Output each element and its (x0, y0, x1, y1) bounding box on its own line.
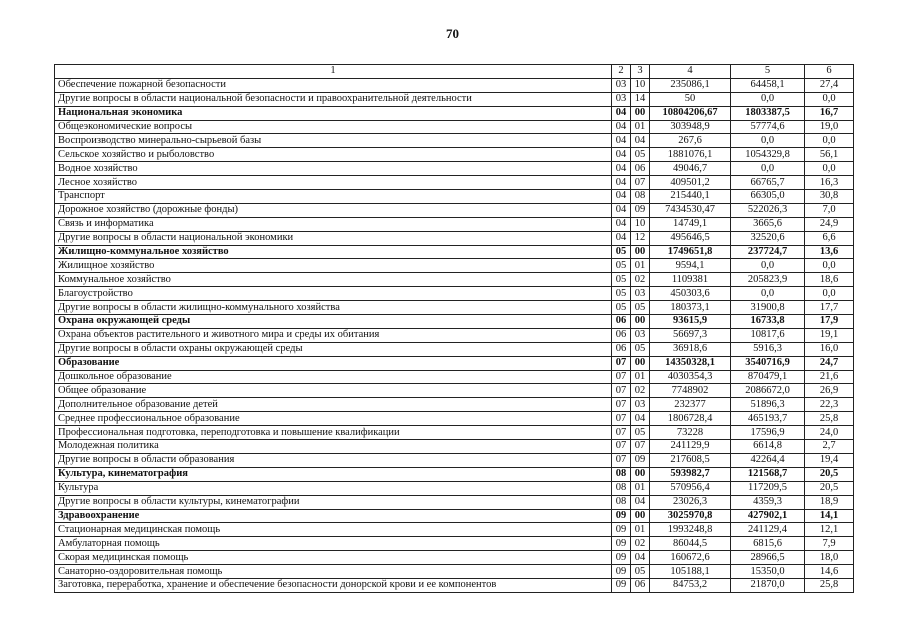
cell-v5: 66305,0 (731, 190, 805, 204)
cell-v6: 12,1 (805, 523, 854, 537)
table-row (55, 176, 854, 190)
cell-rz: 04 (612, 203, 631, 217)
cell-v4: 3025970,8 (650, 509, 731, 523)
cell-rz: 03 (612, 92, 631, 106)
cell-pr: 04 (631, 495, 650, 509)
cell-v6: 25,8 (805, 412, 854, 426)
cell-name: Охрана окружающей среды (55, 315, 612, 329)
cell-v4: 1881076,1 (650, 148, 731, 162)
cell-pr: 02 (631, 537, 650, 551)
cell-v5: 3540716,9 (731, 356, 805, 370)
cell-v5: 5916,3 (731, 342, 805, 356)
cell-pr: 08 (631, 190, 650, 204)
table-row (55, 509, 854, 523)
cell-name: Водное хозяйство (55, 162, 612, 176)
cell-v6: 24,0 (805, 426, 854, 440)
header-cell: 5 (731, 65, 805, 79)
table-row (55, 412, 854, 426)
cell-pr: 01 (631, 523, 650, 537)
cell-name: Жилищное хозяйство (55, 259, 612, 273)
cell-v5: 10817,6 (731, 328, 805, 342)
table-row (55, 162, 854, 176)
cell-v6: 18,6 (805, 273, 854, 287)
cell-pr: 00 (631, 245, 650, 259)
cell-name: Другие вопросы в области национальной экономики (55, 231, 612, 245)
cell-name: Культура (55, 481, 612, 495)
table-row (55, 551, 854, 565)
cell-name: Национальная экономика (55, 106, 612, 120)
cell-v6: 2,7 (805, 440, 854, 454)
cell-rz: 05 (612, 245, 631, 259)
header-cell: 6 (805, 65, 854, 79)
cell-name: Сельское хозяйство и рыболовство (55, 148, 612, 162)
cell-v5: 21870,0 (731, 578, 805, 592)
cell-name: Благоустройство (55, 287, 612, 301)
cell-v4: 7748902 (650, 384, 731, 398)
cell-v4: 160672,6 (650, 551, 731, 565)
cell-v4: 1749651,8 (650, 245, 731, 259)
cell-v6: 0,0 (805, 259, 854, 273)
cell-v5: 57774,6 (731, 120, 805, 134)
cell-pr: 07 (631, 176, 650, 190)
page-number: 70 (446, 26, 459, 41)
cell-v5: 6614,8 (731, 440, 805, 454)
cell-v6: 6,6 (805, 231, 854, 245)
cell-v5: 0,0 (731, 287, 805, 301)
cell-v6: 16,3 (805, 176, 854, 190)
cell-rz: 09 (612, 537, 631, 551)
cell-name: Заготовка, переработка, хранение и обеспечение безопасности донорской крови и ее компонентов (55, 578, 612, 592)
cell-name: Воспроизводство минерально-сырьевой базы (55, 134, 612, 148)
cell-v4: 56697,3 (650, 328, 731, 342)
header-cell: 4 (650, 65, 731, 79)
table-row (55, 495, 854, 509)
cell-name: Санаторно-оздоровительная помощь (55, 565, 612, 579)
cell-v5: 0,0 (731, 259, 805, 273)
table-row (55, 398, 854, 412)
cell-v6: 0,0 (805, 162, 854, 176)
cell-name: Обеспечение пожарной безопасности (55, 78, 612, 92)
cell-name: Охрана объектов растительного и животного мира и среды их обитания (55, 328, 612, 342)
table-row (55, 453, 854, 467)
cell-pr: 03 (631, 328, 650, 342)
header-cell: 3 (631, 65, 650, 79)
cell-v5: 2086672,0 (731, 384, 805, 398)
cell-rz: 05 (612, 259, 631, 273)
cell-name: Молодежная политика (55, 440, 612, 454)
cell-v4: 1993248,8 (650, 523, 731, 537)
cell-v4: 7434530,47 (650, 203, 731, 217)
cell-rz: 07 (612, 370, 631, 384)
cell-v5: 42264,4 (731, 453, 805, 467)
cell-v4: 450303,6 (650, 287, 731, 301)
cell-v5: 15350,0 (731, 565, 805, 579)
cell-name: Другие вопросы в области национальной безопасности и правоохранительной деятельности (55, 92, 612, 106)
cell-rz: 04 (612, 120, 631, 134)
cell-v6: 22,3 (805, 398, 854, 412)
cell-name: Дошкольное образование (55, 370, 612, 384)
cell-v6: 14,1 (805, 509, 854, 523)
cell-v6: 27,4 (805, 78, 854, 92)
table-row (55, 259, 854, 273)
table-row (55, 120, 854, 134)
cell-rz: 06 (612, 328, 631, 342)
cell-pr: 01 (631, 120, 650, 134)
header-cell: 1 (55, 65, 612, 79)
header-cell: 2 (612, 65, 631, 79)
cell-pr: 04 (631, 551, 650, 565)
cell-v4: 1109381 (650, 273, 731, 287)
cell-name: Другие вопросы в области образования (55, 453, 612, 467)
cell-name: Культура, кинематография (55, 467, 612, 481)
cell-pr: 02 (631, 384, 650, 398)
cell-v4: 50 (650, 92, 731, 106)
cell-v5: 3665,6 (731, 217, 805, 231)
cell-v6: 7,9 (805, 537, 854, 551)
table-row (55, 287, 854, 301)
table-row (55, 92, 854, 106)
cell-name: Другие вопросы в области охраны окружающей среды (55, 342, 612, 356)
cell-v6: 19,4 (805, 453, 854, 467)
cell-v5: 205823,9 (731, 273, 805, 287)
cell-v6: 18,9 (805, 495, 854, 509)
cell-rz: 08 (612, 495, 631, 509)
cell-pr: 12 (631, 231, 650, 245)
cell-v4: 235086,1 (650, 78, 731, 92)
table-row (55, 315, 854, 329)
table-row (55, 578, 854, 592)
cell-pr: 05 (631, 426, 650, 440)
cell-v4: 84753,2 (650, 578, 731, 592)
cell-v4: 1806728,4 (650, 412, 731, 426)
cell-v5: 51896,3 (731, 398, 805, 412)
cell-rz: 09 (612, 551, 631, 565)
cell-v4: 36918,6 (650, 342, 731, 356)
cell-pr: 00 (631, 467, 650, 481)
cell-v6: 20,5 (805, 481, 854, 495)
cell-v4: 105188,1 (650, 565, 731, 579)
cell-v4: 4030354,3 (650, 370, 731, 384)
table-row (55, 440, 854, 454)
cell-pr: 05 (631, 342, 650, 356)
cell-v5: 28966,5 (731, 551, 805, 565)
table-row (55, 231, 854, 245)
cell-pr: 00 (631, 356, 650, 370)
cell-name: Жилищно-коммунальное хозяйство (55, 245, 612, 259)
cell-v4: 217608,5 (650, 453, 731, 467)
cell-v5: 66765,7 (731, 176, 805, 190)
cell-v4: 49046,7 (650, 162, 731, 176)
cell-rz: 09 (612, 509, 631, 523)
cell-v5: 465193,7 (731, 412, 805, 426)
table-row (55, 190, 854, 204)
table-row (55, 426, 854, 440)
cell-rz: 09 (612, 565, 631, 579)
header-row (55, 65, 854, 79)
cell-v4: 241129,9 (650, 440, 731, 454)
cell-rz: 08 (612, 481, 631, 495)
cell-v6: 26,9 (805, 384, 854, 398)
cell-pr: 14 (631, 92, 650, 106)
cell-v6: 17,9 (805, 315, 854, 329)
cell-name: Дополнительное образование детей (55, 398, 612, 412)
cell-v5: 32520,6 (731, 231, 805, 245)
cell-rz: 07 (612, 426, 631, 440)
cell-name: Стационарная медицинская помощь (55, 523, 612, 537)
cell-v5: 0,0 (731, 162, 805, 176)
cell-rz: 05 (612, 273, 631, 287)
table-row (55, 328, 854, 342)
cell-v5: 237724,7 (731, 245, 805, 259)
cell-name: Скорая медицинская помощь (55, 551, 612, 565)
cell-v6: 13,6 (805, 245, 854, 259)
table-row (55, 481, 854, 495)
cell-pr: 00 (631, 106, 650, 120)
table-row (55, 273, 854, 287)
cell-pr: 09 (631, 203, 650, 217)
cell-pr: 06 (631, 578, 650, 592)
cell-v6: 24,7 (805, 356, 854, 370)
cell-name: Среднее профессиональное образование (55, 412, 612, 426)
cell-pr: 10 (631, 217, 650, 231)
cell-v4: 10804206,67 (650, 106, 731, 120)
cell-v4: 14350328,1 (650, 356, 731, 370)
table-row (55, 217, 854, 231)
table-row (55, 148, 854, 162)
cell-rz: 09 (612, 523, 631, 537)
cell-rz: 04 (612, 176, 631, 190)
cell-v6: 19,0 (805, 120, 854, 134)
table-row (55, 370, 854, 384)
cell-pr: 05 (631, 565, 650, 579)
cell-v6: 18,0 (805, 551, 854, 565)
cell-v5: 17596,9 (731, 426, 805, 440)
cell-v5: 31900,8 (731, 301, 805, 315)
cell-pr: 04 (631, 412, 650, 426)
cell-v6: 20,5 (805, 467, 854, 481)
table-row (55, 537, 854, 551)
cell-rz: 07 (612, 356, 631, 370)
cell-rz: 04 (612, 190, 631, 204)
cell-v5: 0,0 (731, 134, 805, 148)
cell-rz: 04 (612, 217, 631, 231)
cell-name: Профессиональная подготовка, переподготовка и повышение квалификации (55, 426, 612, 440)
cell-rz: 07 (612, 412, 631, 426)
cell-rz: 04 (612, 162, 631, 176)
cell-v5: 16733,8 (731, 315, 805, 329)
table-row (55, 565, 854, 579)
cell-v4: 409501,2 (650, 176, 731, 190)
cell-v4: 23026,3 (650, 495, 731, 509)
cell-v5: 241129,4 (731, 523, 805, 537)
cell-v6: 24,9 (805, 217, 854, 231)
cell-rz: 06 (612, 315, 631, 329)
table-row (55, 203, 854, 217)
cell-name: Дорожное хозяйство (дорожные фонды) (55, 203, 612, 217)
cell-rz: 04 (612, 134, 631, 148)
cell-v6: 25,8 (805, 578, 854, 592)
cell-v5: 117209,5 (731, 481, 805, 495)
cell-v4: 73228 (650, 426, 731, 440)
cell-rz: 07 (612, 453, 631, 467)
cell-v4: 86044,5 (650, 537, 731, 551)
cell-rz: 07 (612, 384, 631, 398)
cell-v4: 232377 (650, 398, 731, 412)
cell-v6: 0,0 (805, 92, 854, 106)
cell-rz: 09 (612, 578, 631, 592)
table-row (55, 467, 854, 481)
cell-v5: 6815,6 (731, 537, 805, 551)
cell-v4: 14749,1 (650, 217, 731, 231)
cell-v6: 19,1 (805, 328, 854, 342)
cell-pr: 02 (631, 273, 650, 287)
cell-v5: 1054329,8 (731, 148, 805, 162)
budget-table (54, 64, 854, 593)
cell-name: Лесное хозяйство (55, 176, 612, 190)
table-row (55, 78, 854, 92)
cell-v6: 0,0 (805, 134, 854, 148)
cell-name: Другие вопросы в области культуры, кинематографии (55, 495, 612, 509)
cell-name: Другие вопросы в области жилищно-коммунального хозяйства (55, 301, 612, 315)
cell-name: Общее образование (55, 384, 612, 398)
cell-rz: 04 (612, 106, 631, 120)
cell-v5: 4359,3 (731, 495, 805, 509)
cell-v6: 21,6 (805, 370, 854, 384)
cell-v6: 7,0 (805, 203, 854, 217)
table-row (55, 106, 854, 120)
cell-name: Коммунальное хозяйство (55, 273, 612, 287)
cell-v6: 0,0 (805, 287, 854, 301)
table-row (55, 342, 854, 356)
cell-pr: 01 (631, 259, 650, 273)
cell-v6: 17,7 (805, 301, 854, 315)
cell-name: Здравоохранение (55, 509, 612, 523)
cell-rz: 08 (612, 467, 631, 481)
table-row (55, 523, 854, 537)
cell-pr: 03 (631, 398, 650, 412)
cell-v6: 16,0 (805, 342, 854, 356)
cell-pr: 03 (631, 287, 650, 301)
cell-v4: 180373,1 (650, 301, 731, 315)
cell-name: Амбулаторная помощь (55, 537, 612, 551)
cell-pr: 09 (631, 453, 650, 467)
cell-rz: 07 (612, 440, 631, 454)
cell-v4: 593982,7 (650, 467, 731, 481)
cell-pr: 05 (631, 301, 650, 315)
cell-pr: 10 (631, 78, 650, 92)
cell-v5: 121568,7 (731, 467, 805, 481)
cell-v6: 56,1 (805, 148, 854, 162)
cell-v6: 16,7 (805, 106, 854, 120)
cell-name: Образование (55, 356, 612, 370)
cell-pr: 00 (631, 509, 650, 523)
cell-v5: 0,0 (731, 92, 805, 106)
cell-name: Общеэкономические вопросы (55, 120, 612, 134)
cell-name: Связь и информатика (55, 217, 612, 231)
cell-name: Транспорт (55, 190, 612, 204)
cell-v4: 93615,9 (650, 315, 731, 329)
table-row (55, 245, 854, 259)
cell-pr: 04 (631, 134, 650, 148)
cell-pr: 05 (631, 148, 650, 162)
cell-rz: 05 (612, 287, 631, 301)
cell-v5: 64458,1 (731, 78, 805, 92)
cell-v5: 870479,1 (731, 370, 805, 384)
cell-rz: 07 (612, 398, 631, 412)
cell-rz: 06 (612, 342, 631, 356)
cell-pr: 00 (631, 315, 650, 329)
cell-v5: 1803387,5 (731, 106, 805, 120)
cell-v4: 215440,1 (650, 190, 731, 204)
table-row (55, 134, 854, 148)
cell-pr: 07 (631, 440, 650, 454)
cell-rz: 03 (612, 78, 631, 92)
cell-rz: 04 (612, 231, 631, 245)
cell-v4: 495646,5 (650, 231, 731, 245)
cell-v4: 9594,1 (650, 259, 731, 273)
cell-rz: 05 (612, 301, 631, 315)
cell-pr: 01 (631, 481, 650, 495)
cell-v4: 303948,9 (650, 120, 731, 134)
table-row (55, 356, 854, 370)
table-row (55, 384, 854, 398)
table-row (55, 301, 854, 315)
cell-v6: 14,6 (805, 565, 854, 579)
cell-v6: 30,8 (805, 190, 854, 204)
cell-v4: 570956,4 (650, 481, 731, 495)
cell-v5: 522026,3 (731, 203, 805, 217)
cell-pr: 06 (631, 162, 650, 176)
cell-rz: 04 (612, 148, 631, 162)
cell-v4: 267,6 (650, 134, 731, 148)
cell-pr: 01 (631, 370, 650, 384)
cell-v5: 427902,1 (731, 509, 805, 523)
